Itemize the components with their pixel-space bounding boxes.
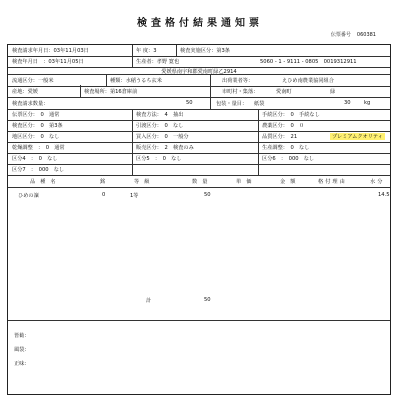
items-table-header bbox=[8, 175, 390, 188]
rice-variety-type: 種類：水稲うるち玄米 bbox=[110, 78, 162, 84]
weight-unit: kg bbox=[364, 100, 371, 106]
shipper-label: 出荷業者等： bbox=[222, 78, 254, 84]
item-name: ひめの凜 bbox=[18, 193, 39, 199]
grid-cell: 生産調整： 0 なし bbox=[262, 145, 310, 151]
inspection-place: 検査場所：第16倉庫前 bbox=[84, 88, 138, 95]
row-producer bbox=[8, 56, 390, 68]
item-grade: 1等 bbox=[130, 193, 139, 199]
slip-number-value: 060381 bbox=[356, 32, 376, 38]
header-brand: 銘 bbox=[100, 178, 106, 185]
slip-number bbox=[331, 31, 376, 38]
header-moisture: 水分 bbox=[370, 178, 385, 185]
total-value: 50 bbox=[204, 297, 211, 303]
grid-cell: 伝票区分： 0 通常 bbox=[12, 112, 60, 118]
personnel-line: 風袋： bbox=[14, 347, 30, 353]
grid-cell: 品質区分： 21 bbox=[262, 134, 298, 140]
grid-cell: 農薬区分： 0 ０ bbox=[262, 123, 305, 129]
personnel-line: 皆勧： bbox=[14, 333, 30, 339]
quality-highlight: プレミアムクオリティ bbox=[332, 134, 383, 140]
grid-cell: 区分5 ： 0 なし bbox=[136, 156, 182, 162]
region-village: 緑 bbox=[330, 88, 336, 95]
inspection-type: 検査実施区分：第3条 bbox=[180, 48, 230, 54]
grid-cell: 区分4 ： 0 なし bbox=[12, 156, 58, 162]
slip-number-label: 伝票番号 bbox=[330, 32, 351, 38]
shipper-name: えひめ南農業協同組合 bbox=[282, 78, 334, 84]
header-grade: 等級 bbox=[134, 178, 155, 185]
quantity-label: 検査請求数量： bbox=[12, 100, 49, 107]
request-date: 検査請求年月日：03年11月03日 bbox=[12, 48, 89, 54]
grid-cell: 区分6 ： 000 なし bbox=[262, 156, 315, 162]
header-unit-price: 単価 bbox=[236, 178, 257, 185]
header-reason: 格付理由 bbox=[318, 178, 347, 185]
producer-address: 愛媛県南宇和郡愛南町緑乙2914 bbox=[161, 69, 237, 75]
grid-cell: 乾燥調整 ： 0 通常 bbox=[12, 145, 65, 151]
form-frame bbox=[7, 44, 391, 395]
quantity-value: 50 bbox=[186, 100, 193, 106]
inspection-date: 検査年月日 ：03年11月05日 bbox=[12, 59, 84, 65]
item-quantity: 50 bbox=[204, 192, 211, 198]
document-title: 検査格付結果通知票 bbox=[137, 18, 263, 29]
region-town: 愛南町 bbox=[276, 88, 292, 95]
personnel-divider bbox=[8, 320, 390, 321]
item-moisture: 14.5 bbox=[378, 192, 390, 198]
personnel-line: 正味： bbox=[14, 361, 30, 367]
weight-value: 30 bbox=[344, 100, 351, 106]
fiscal-year: 年 度：3 bbox=[136, 48, 157, 54]
producer: 生産者：孝野 寛也 bbox=[136, 59, 180, 65]
grid-cell: 買入区分： 0 一般分 bbox=[136, 134, 189, 140]
origin: 産地：愛媛 bbox=[12, 88, 38, 95]
producer-codes: 5060 - 1 - 9111 - 0805 0019312911 bbox=[260, 59, 357, 65]
distribution-class: 流通区分：一般米 bbox=[12, 78, 54, 84]
grid-cell: 販売区分： 2 検査のみ bbox=[136, 145, 194, 151]
header-quantity: 数量 bbox=[192, 178, 213, 185]
grid-cell: 検査方法： 4 抽出 bbox=[136, 112, 184, 118]
item-code: 0 bbox=[102, 192, 106, 198]
grid-cell: 検査区分： 0 第3条 bbox=[12, 123, 63, 129]
total-label: 計 bbox=[146, 298, 152, 304]
region-label: 市町村・集落： bbox=[222, 88, 259, 95]
packaging-label: 包装・量目： bbox=[216, 100, 248, 107]
grid-cell: 手続区分： 0 手続なし bbox=[262, 112, 320, 118]
grid-cell: 地区区分： 0 なし bbox=[12, 134, 60, 140]
header-variety: 品種名 bbox=[30, 178, 61, 185]
packaging-value: 紙袋 bbox=[254, 100, 265, 107]
header-amount: 金額 bbox=[280, 178, 301, 185]
grid-cell: 区分7 ： 000 なし bbox=[12, 167, 65, 173]
grid-cell: 引渡区分： 0 なし bbox=[136, 123, 184, 129]
